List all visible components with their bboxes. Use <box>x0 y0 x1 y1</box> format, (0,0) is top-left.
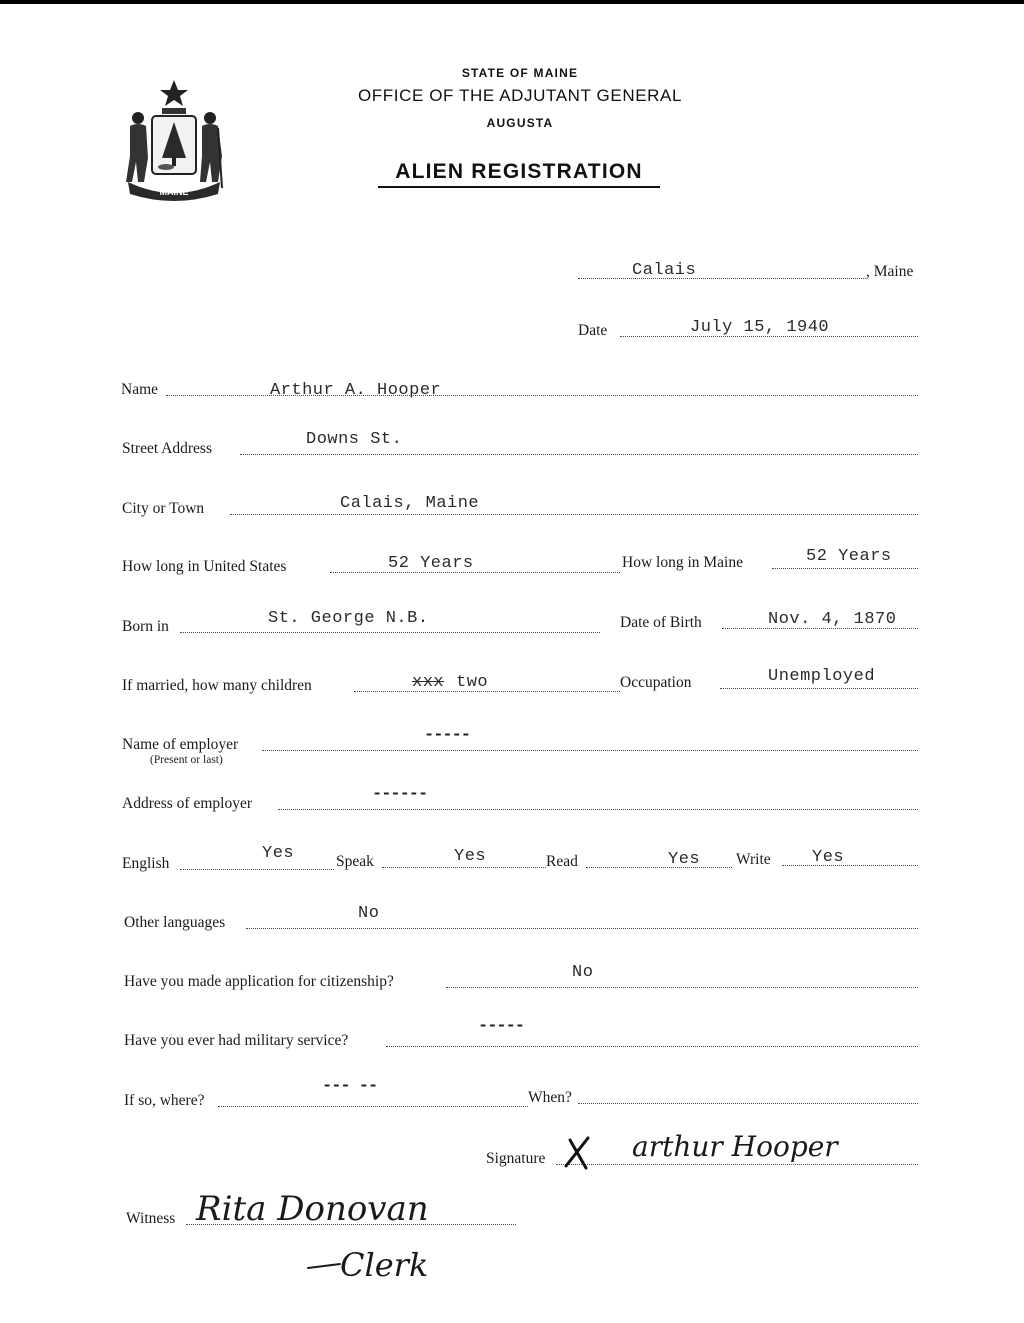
children-value: two <box>456 673 489 692</box>
speak-label: Speak <box>336 853 374 870</box>
name-label: Name <box>121 381 159 398</box>
witness-label: Witness <box>126 1210 176 1227</box>
city-label: City or Town <box>122 500 205 517</box>
english-label: English <box>122 855 170 872</box>
occupation-value: Unemployed <box>768 667 876 686</box>
dob-value: Nov. 4, 1870 <box>768 610 897 629</box>
employer-address-value: ------ <box>372 785 428 804</box>
employer-address-label: Address of employer <box>122 795 252 812</box>
date-label: Date <box>578 322 608 339</box>
english-line <box>180 869 334 870</box>
citizenship-line <box>446 987 918 988</box>
signature-text: arthur Hooper <box>632 1130 838 1163</box>
place-suffix: , Maine <box>866 263 914 280</box>
state-heading: STATE OF MAINE <box>461 66 579 80</box>
signature-label: Signature <box>486 1150 546 1167</box>
name-value: Arthur A. Hooper <box>270 381 442 400</box>
other-languages-label: Other languages <box>124 914 226 931</box>
read-label: Read <box>546 853 578 870</box>
witness-handwriting <box>190 1176 520 1294</box>
children-label: If married, how many children <box>122 677 312 694</box>
us-duration-label: How long in United States <box>122 558 287 575</box>
occupation-label: Occupation <box>620 674 692 691</box>
children-strikeout: xxx <box>412 673 445 692</box>
when-label: When? <box>528 1089 572 1106</box>
seal-motto: MAINE <box>159 187 189 197</box>
where-line <box>218 1106 528 1107</box>
write-label: Write <box>736 851 771 868</box>
born-in-line <box>180 632 600 633</box>
when-line <box>578 1103 918 1104</box>
city-heading: AUGUSTA <box>486 116 554 130</box>
read-value: Yes <box>668 850 701 869</box>
city-line <box>230 514 918 515</box>
other-languages-value: No <box>358 904 380 923</box>
maine-duration-value: 52 Years <box>806 547 892 566</box>
occupation-line <box>720 688 918 689</box>
date-value: July 15, 1940 <box>690 318 830 337</box>
maine-duration-line <box>772 568 918 569</box>
employer-name-label: Name of employer <box>122 736 239 753</box>
employer-name-line <box>262 750 918 751</box>
read-line <box>586 867 732 868</box>
form-title: ALIEN REGISTRATION <box>378 160 660 188</box>
born-in-value: St. George N.B. <box>268 609 429 628</box>
dob-label: Date of Birth <box>620 614 702 631</box>
military-label: Have you ever had military service? <box>124 1032 349 1049</box>
write-value: Yes <box>812 848 845 867</box>
where-value: --- -- <box>322 1077 378 1096</box>
place-line <box>578 278 866 279</box>
signature-handwriting <box>560 1112 920 1174</box>
other-languages-line <box>246 928 918 929</box>
maine-duration-label: How long in Maine <box>622 554 743 571</box>
office-heading: OFFICE OF THE ADJUTANT GENERAL <box>357 86 683 105</box>
employer-name-value: ----- <box>424 726 471 745</box>
citizenship-label: Have you made application for citizenship? <box>124 973 394 990</box>
military-line <box>386 1046 918 1047</box>
scan-border <box>0 0 1024 4</box>
speak-value: Yes <box>454 847 487 866</box>
city-value: Calais, Maine <box>340 494 480 513</box>
speak-line <box>382 867 546 868</box>
english-value: Yes <box>262 844 295 863</box>
military-value: ----- <box>478 1017 525 1036</box>
us-duration-line <box>330 572 620 573</box>
employer-name-sublabel: (Present or last) <box>150 754 223 766</box>
where-label: If so, where? <box>124 1092 205 1109</box>
employer-address-line <box>278 809 918 810</box>
citizenship-value: No <box>572 963 594 982</box>
born-in-label: Born in <box>122 618 169 635</box>
maine-state-seal <box>122 78 226 204</box>
write-line <box>782 865 918 866</box>
street-label: Street Address <box>122 440 212 457</box>
place-value: Calais <box>632 261 697 280</box>
witness-title: Clerk <box>340 1246 429 1284</box>
street-line <box>240 454 918 455</box>
street-value: Downs St. <box>306 430 403 449</box>
us-duration-value: 52 Years <box>388 554 474 573</box>
witness-name: Rita Donovan <box>196 1189 429 1229</box>
